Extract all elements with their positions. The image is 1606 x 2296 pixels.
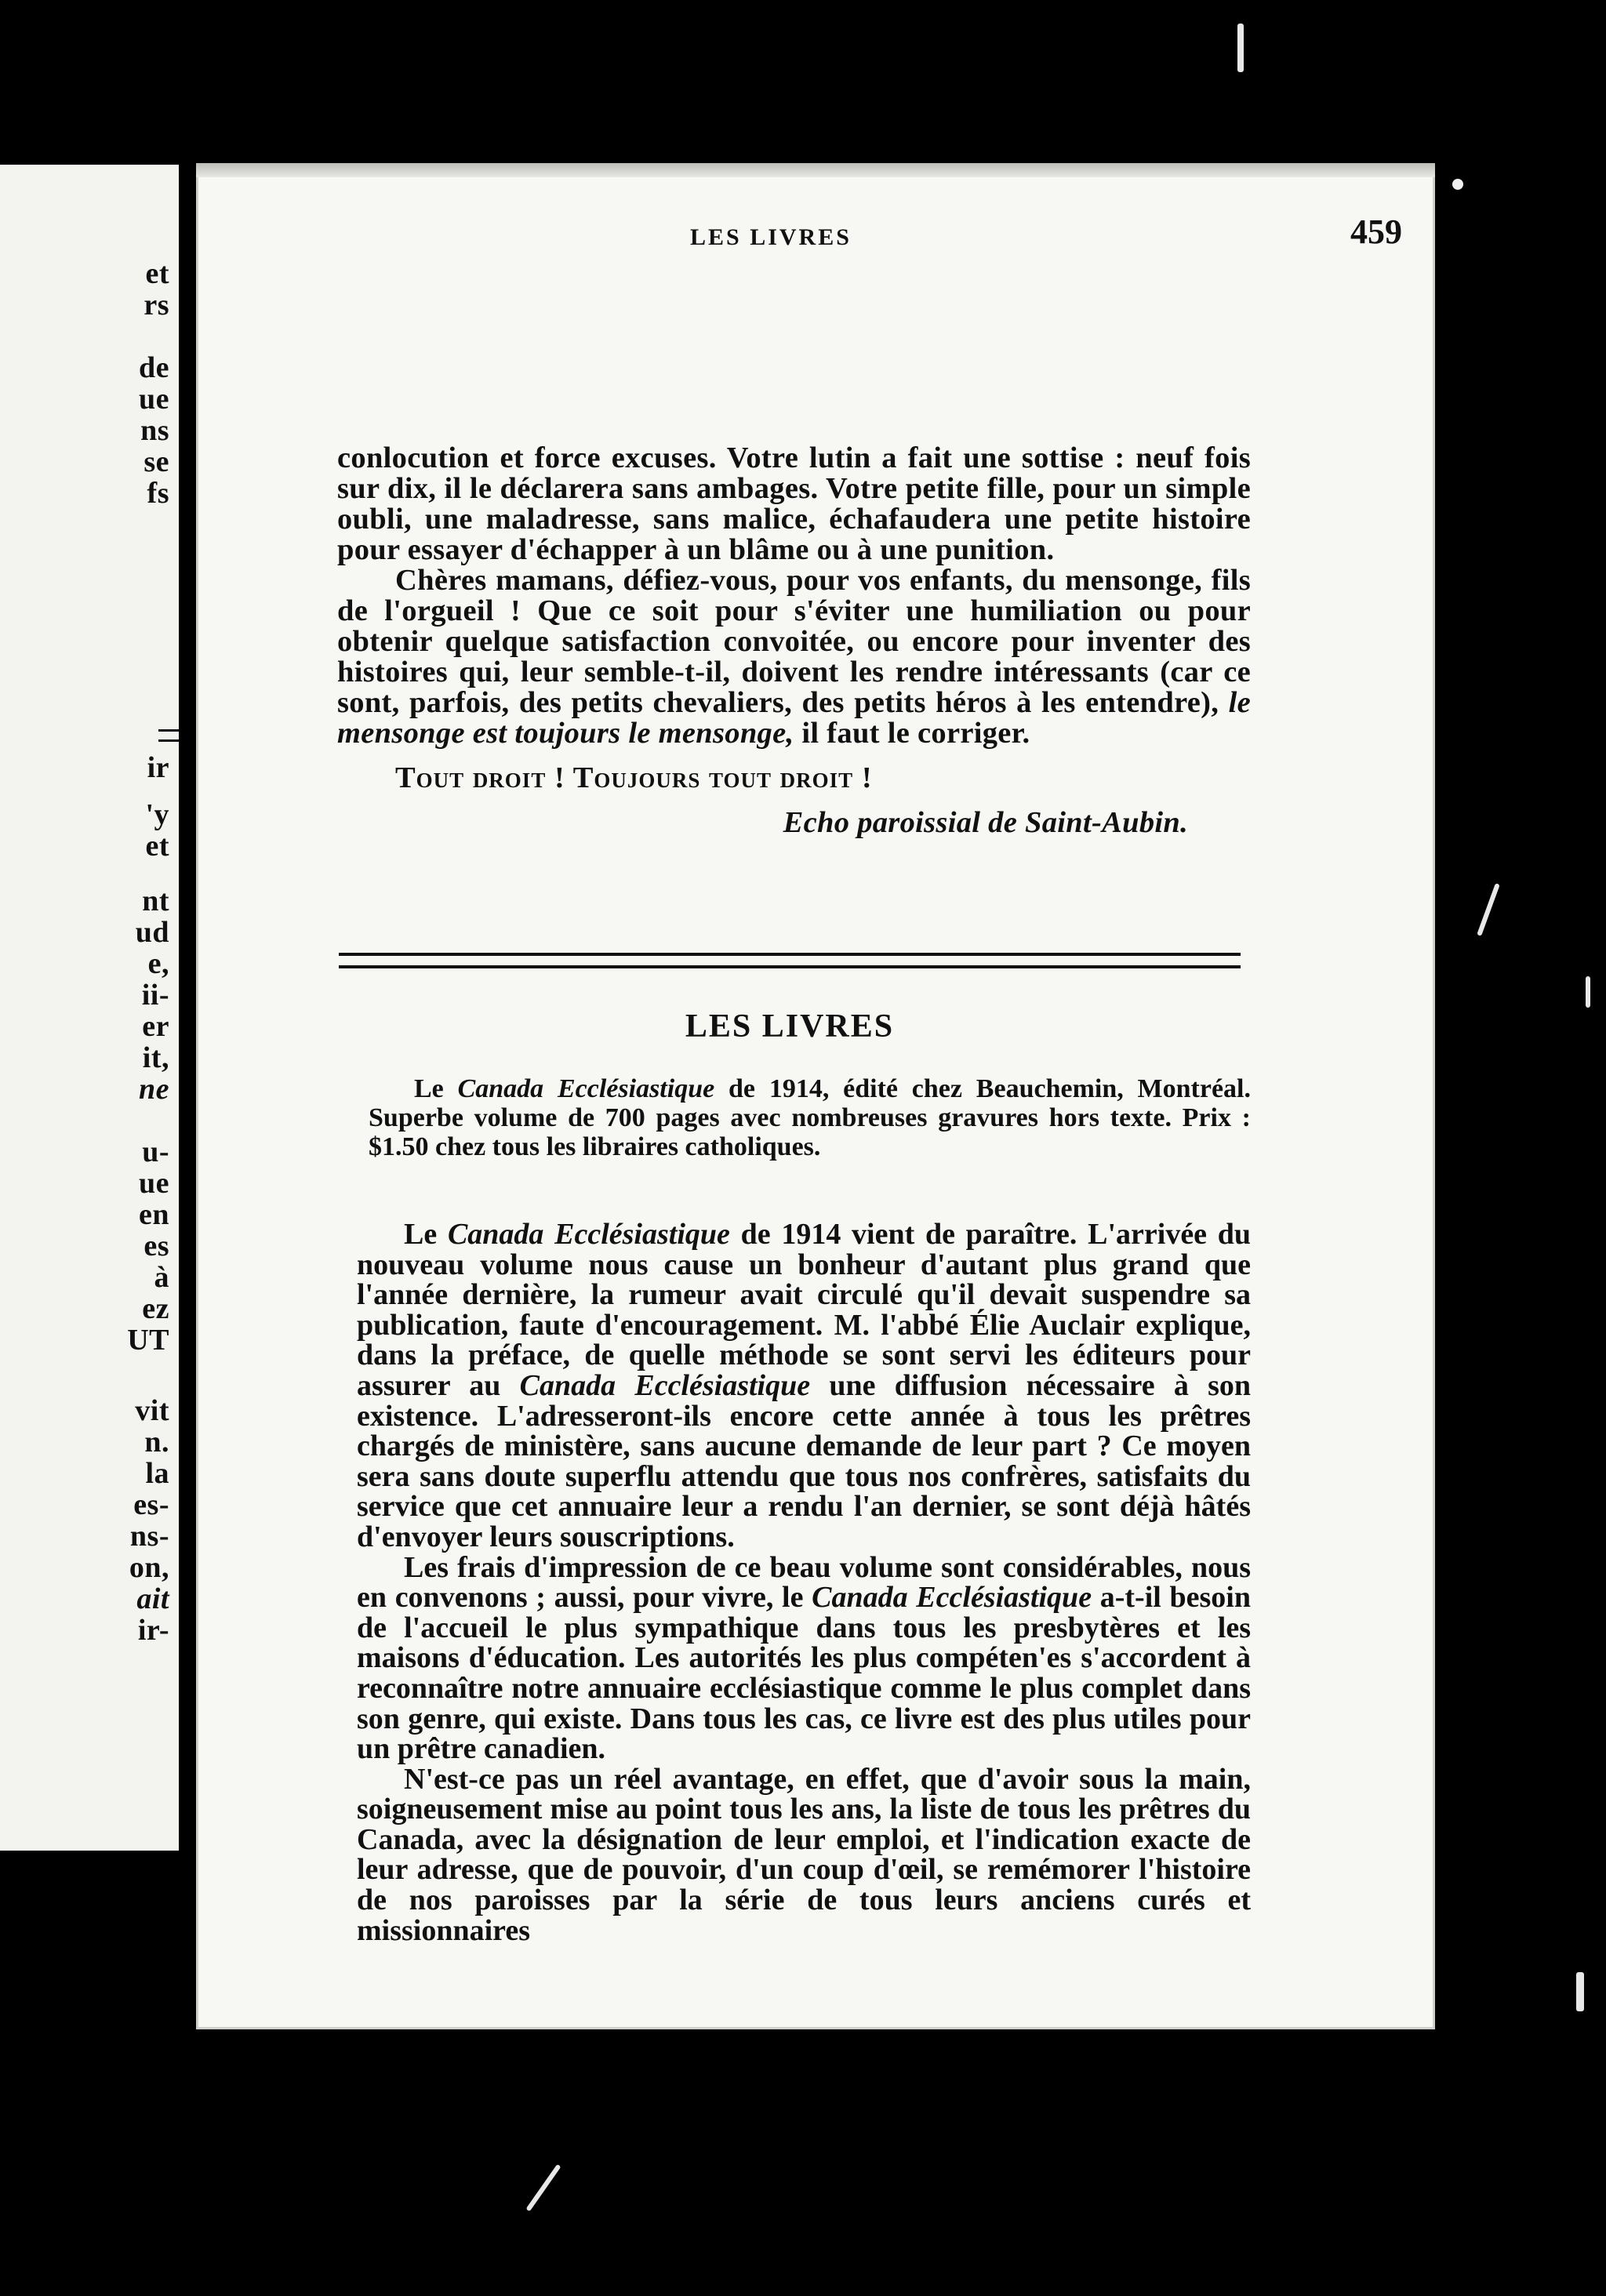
book-notice — [369, 1074, 1251, 1161]
book-title: Canada Ecclésiastique — [447, 1218, 730, 1251]
left-page-fragment: fs — [147, 477, 169, 510]
left-page-fragment: 'y — [145, 798, 169, 831]
text-run: Le — [414, 1074, 444, 1103]
italic-quote: le mensonge est toujours le mensonge, — [337, 686, 1251, 750]
book-title: Canada Ecclésiastique — [812, 1581, 1092, 1615]
left-page-fragment: et — [145, 257, 169, 290]
left-page-fragment: ue — [139, 1167, 169, 1200]
motto: Tout droit ! Toujours tout droit ! — [395, 761, 873, 794]
top-text-block — [337, 443, 1251, 838]
section-rule — [339, 953, 1241, 968]
left-page-fragment: it, — [142, 1041, 169, 1074]
left-page-fragment: se — [144, 445, 169, 478]
left-page-fragment: la — [145, 1457, 169, 1490]
text-run: Les frais d'impression de ce beau volume sont considérables, nous en convenons ; aussi, pour vivre, le — [357, 1550, 1251, 1615]
paragraph: conlocution et force excuses. Votre lutin a fait une sottise : neuf fois sur dix, il le déclarera sans ambages. Votre petite fille, pour un simple oubli, une maladresse, sans malice, échafaudera une petite histoire pour essayer d'échapper à un blâme ou à une punition. — [337, 441, 1251, 566]
notice-text — [369, 1074, 1251, 1161]
left-page-fragment: ir- — [137, 1614, 169, 1647]
text-run: Chères mamans, défiez-vous, pour vos enfants, du mensonge, fils de l'orgueil ! Que ce soit pour s'éviter une humiliation ou pour obtenir quelque satisfaction convoitée, ou encore pour inventer des histoires qui, leur semble-t-il, doivent les rendre intéressants (car ce sont, parfois, des petits chevaliers, des petits héros à les entendre), — [337, 564, 1251, 719]
text-run: il faut le corriger. — [801, 717, 1030, 750]
left-page-fragment: rs — [144, 289, 169, 322]
left-page-fragment: on, — [129, 1551, 169, 1584]
left-page-fragment: ue — [139, 383, 169, 416]
left-page-fragment: vit — [135, 1394, 169, 1427]
film-scratch — [525, 2164, 561, 2212]
paragraph: N'est-ce pas un réel avantage, en effet, que d'avoir sous la main, soigneusement mise au point tous les ans, la liste de tous les prêtres du Canada, avec la désignation de leur emploi, et l'indication exacte de leur adresse, que de pouvoir, d'un coup d'œil, se remémorer l'histoire de nos paroisses par la série de tous leurs anciens curés et missionnaires — [357, 1762, 1251, 1947]
left-page-strip — [0, 165, 179, 1851]
text-run: de 1914 vient de paraître. L'arrivée du nouveau volume nous cause un bonheur d'autant plus grand que l'année dernière, la rumeur avait circulé qu'il devait suspendre sa publication, faute d'encouragement. M. l'abbé Élie Auclair explique, dans la préface, de quelle méthode se sont servi les éditeurs pour assurer au — [357, 1218, 1252, 1402]
left-page-fragment: nt — [142, 885, 169, 917]
running-title: LES LIVRES — [690, 224, 852, 250]
page-number: 459 — [1350, 213, 1402, 251]
left-page-fragment: et — [145, 830, 169, 863]
film-scratch — [1586, 976, 1590, 1008]
left-page-fragment: de — [139, 351, 169, 384]
left-page-fragment: ez — [142, 1292, 169, 1325]
left-page-fragment: es- — [133, 1488, 169, 1521]
film-scratch — [1576, 1972, 1584, 2011]
page-header — [337, 212, 1402, 259]
paragraph — [357, 1550, 1251, 1766]
left-page-fragment: er — [142, 1010, 169, 1043]
book-title: Canada Ecclésiastique — [457, 1074, 715, 1103]
left-page-fragment: e, — [147, 947, 169, 980]
text-run: Le — [404, 1218, 438, 1251]
text-run: a-t-il besoin de l'accueil le plus sympathique dans tous les presbytères et les maisons d'éducation. Les autorités les plus compéten'es s'accordent à reconnaître notre annuaire ecclésiastique comme le plus complet dans son genre, qui existe. Dans tous les cas, ce livre est des plus utiles pour un prêtre canadien. — [357, 1581, 1251, 1766]
film-scratch — [1477, 883, 1500, 936]
review-text — [357, 1219, 1251, 1945]
film-scratch — [1237, 24, 1244, 72]
left-page-fragment: ne — [139, 1073, 169, 1106]
left-page-fragment: ns- — [129, 1520, 169, 1553]
left-page-fragment: ud — [135, 916, 169, 949]
left-page-fragment: u- — [142, 1135, 169, 1168]
paragraph — [337, 565, 1251, 749]
text-run: une diffusion nécessaire à son existence. L'adresseront-ils encore cette année à tous les prêtres chargés de ministère, sans aucune demande de leur part ? Ce moyen sera sans doute superflu attendu que tous nos confrères, satisfaits du service que cet annuaire leur a rendu l'an dernier, se sont déjà hâtés d'envoyer leurs souscriptions. — [357, 1368, 1252, 1553]
signature: Echo paroissial de Saint-Aubin. — [783, 806, 1188, 839]
film-speck — [1452, 179, 1463, 190]
left-page-fragment: UT — [127, 1324, 169, 1357]
left-page-fragment: ns — [140, 414, 169, 447]
page-top-edge — [196, 163, 1435, 177]
left-page-fragment: es — [144, 1230, 169, 1262]
left-page-fragment: à — [154, 1261, 169, 1294]
left-page-fragment: ir — [147, 751, 169, 784]
left-page-rule — [158, 729, 179, 742]
left-page-fragment: ii- — [141, 979, 169, 1012]
text-run: de 1914, édité chez Beauchemin, Montréal. Superbe volume de 700 pages avec nombreuses gravures hors texte. Prix : $1.50 chez tous les libraires catholiques. — [369, 1074, 1252, 1161]
left-page-fragment: en — [139, 1198, 169, 1231]
book-title: Canada Ecclésiastique — [519, 1368, 811, 1402]
paragraph — [357, 1219, 1251, 1553]
left-page-fragment: ait — [136, 1582, 169, 1615]
section-title: LES LIVRES — [685, 1008, 895, 1044]
left-page-fragment: n. — [144, 1426, 169, 1459]
